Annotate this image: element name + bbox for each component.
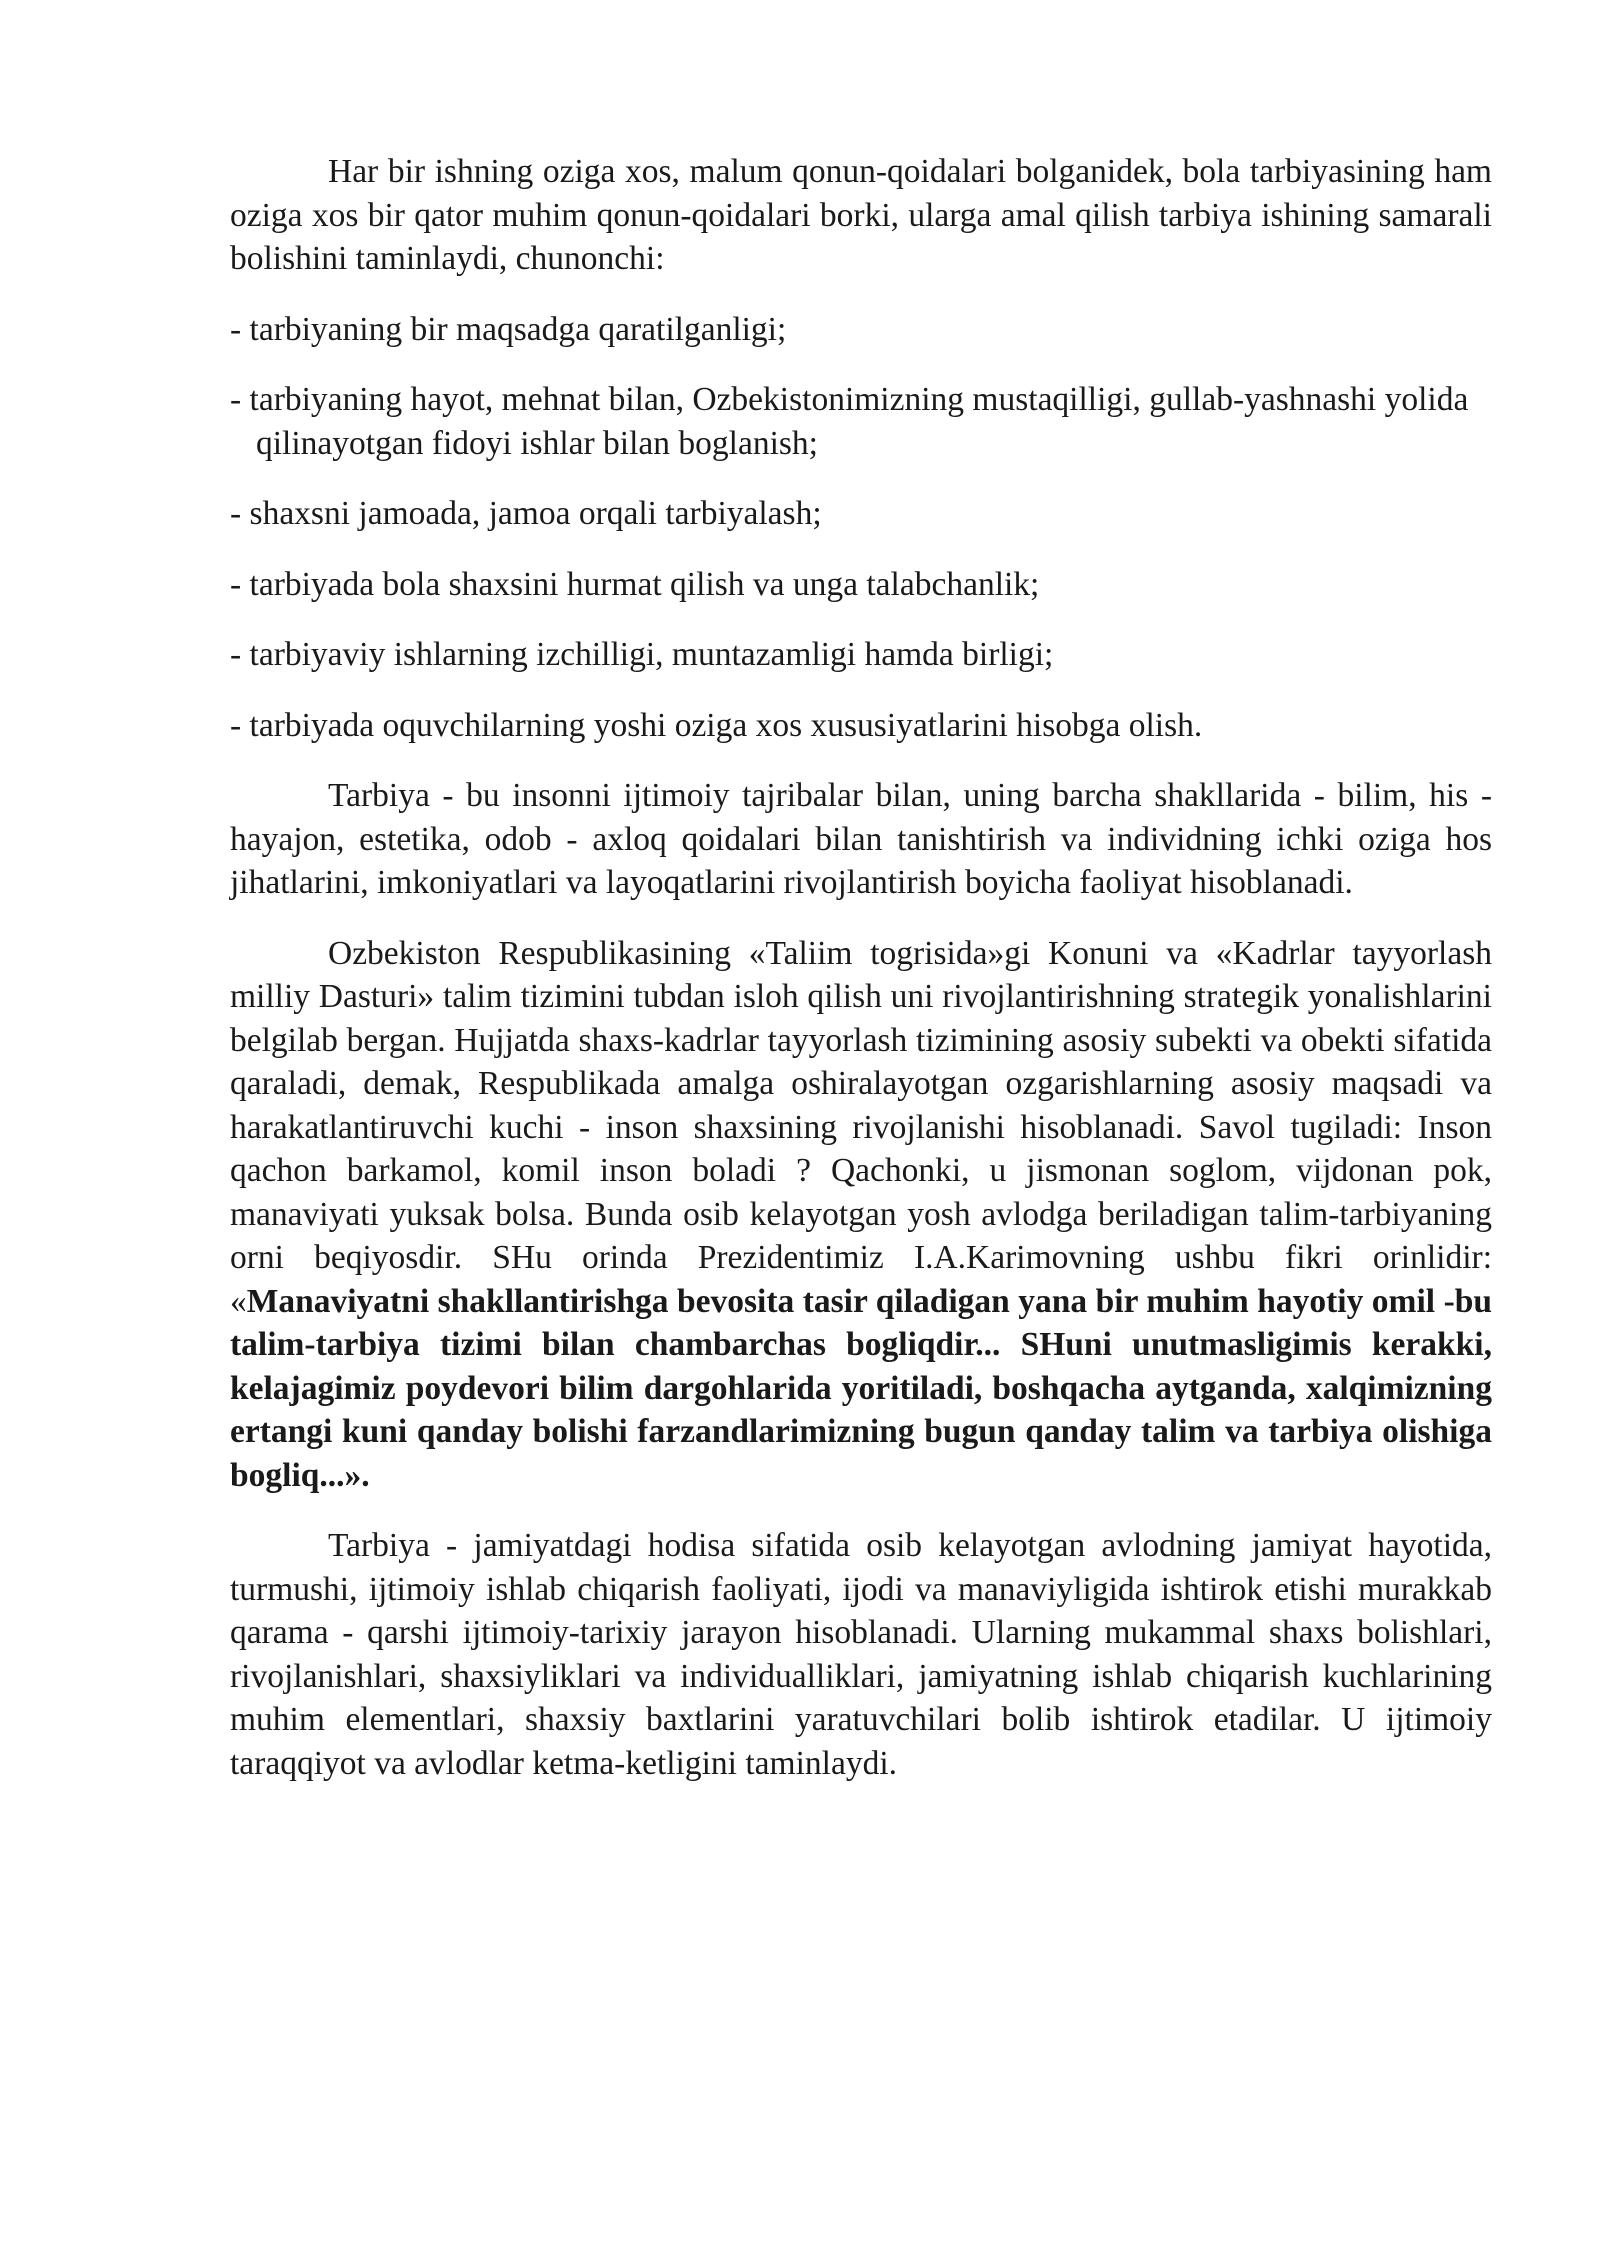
list-item: - tarbiyaning hayot, mehnat bilan, Ozbekistonimizning mustaqilligi, gullab-yashnashi yolida qilinayotgan fidoyi ishlar bilan boglanish; [230,381,1469,462]
republic-paragraph-text: Ozbekiston Respublikasining «Taliim togrisida»gi Konuni va «Kadrlar tayyorlash milliy Dasturi» talim tizimini tubdan isloh qilish uni rivojlantirishning strategik yonalishlarini belgilab bergan. Hujjatda shaxs-kadrlar tayyorlash tizimining asosiy subekti va obekti sifatida qaraladi, demak, Respublikada amalga oshiralayotgan ozgarishlarning asosiy maqsadi va harakatlantiruvchi kuchi - inson shaxsining rivojlanishi hisoblanadi. Savol tugiladi: Inson qachon barkamol, komil inson boladi ? Qachonki, u jismonan soglom, vijdonan pok, manaviyati yuksak bolsa. Bunda osib kelayotgan yosh avlodga beriladigan talim-tarbiyaning orni beqiyosdir. SHu orinda Prezidentimiz I.A.Karimovning ushbu fikri orinlidir: « [230,934,1492,1320]
list-item: - tarbiyada oquvchilarning yoshi oziga xos xususiyatlarini hisobga olish. [230,706,1203,744]
list-item: - tarbiyada bola shaxsini hurmat qilish va unga talabchanlik; [230,565,1040,603]
society-paragraph: Tarbiya - jamiyatdagi hodisa sifatida osib kelayotgan avlodning jamiyat hayotida, turmushi, ijtimoiy ishlab chiqarish faoliyati, ijodi va manaviyligida ishtirok etishi murakkab qarama - qarshi ijtimoiy-tarixiy jarayon hisoblanadi. Ularning mukammal shaxs bolishlari, rivojlanishlari, shaxsiyliklari va individualliklari, jamiyatning ishlab chiqarish kuchlarining muhim elementlari, shaxsiy baxtlarini yaratuvchilari bolib ishtirok etadilar. U ijtimoiy taraqqiyot va avlodlar ketma-ketligini taminlaydi. [230,1527,1492,1782]
president-quote: Manaviyatni shakllantirishga bevosita tasir qiladigan yana bir muhim hayotiy omil -bu talim-tarbiya tizimi bilan chambarchas bogliqdir... SHuni unutmasligimis kerakki, kelajagimiz poydevori bilim dargohlarida yoritiladi, boshqacha aytganda, xalqimizning ertangi kuni qanday bolishi farzandlarimizning bugun qanday talim va tarbiya olishiga bogliq...». [230,1282,1492,1494]
list-item: - tarbiyaning bir maqsadga qaratilganligi; [230,310,787,348]
definition-paragraph: Tarbiya - bu insonni ijtimoiy tajribalar bilan, uning barcha shakllarida - bilim, his - hayajon, estetika, odob - axloq qoidalari bilan tanishtirish va individning ichki oziga hos jihatlarini, imkoniyatlari va layoqatlarini rivojlantirish boyicha faoliyat hisoblanadi. [230,777,1492,901]
republic-paragraph [230,932,1492,1498]
intro-paragraph: Har bir ishning oziga xos, malum qonun-qoidalari bolganidek, bola tarbiyasining ham oziga xos bir qator muhim qonun-qoidalari borki, ularga amal qilish tarbiya ishining samarali bolishini taminlaydi, chunonchi: [230,153,1492,277]
document-page [230,150,1492,1812]
list-item: - shaxsni jamoada, jamoa orqali tarbiyalash; [230,495,822,532]
principles-list [230,308,1492,748]
list-item: - tarbiyaviy ishlarning izchilligi, muntazamligi hamda birligi; [230,636,1054,673]
